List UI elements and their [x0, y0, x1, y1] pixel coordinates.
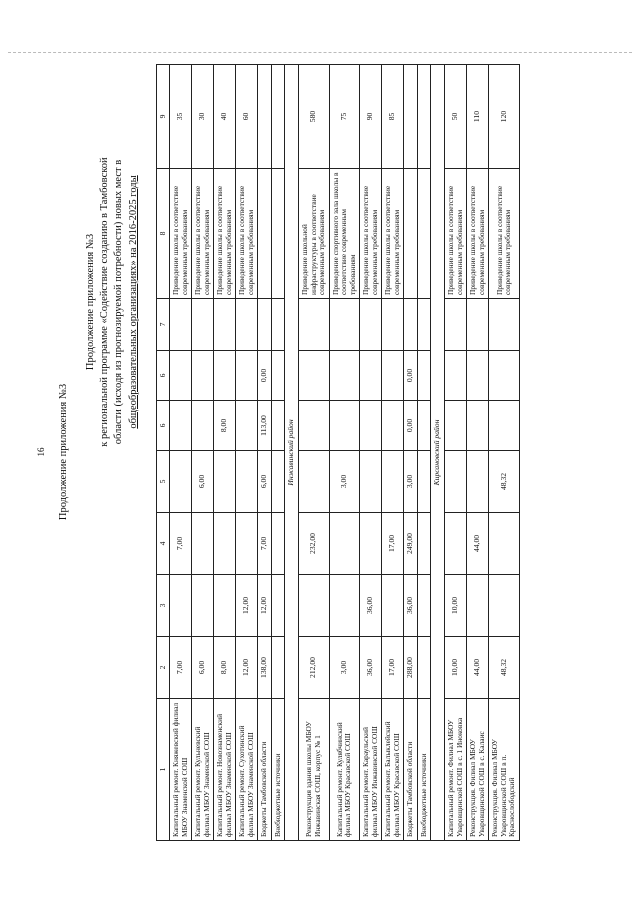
places-count: 35: [170, 65, 192, 169]
amount-cell: 8,00: [214, 401, 236, 451]
amount-cell: 12,00: [258, 575, 272, 637]
rotated-sheet: [36, 57, 600, 847]
amount-cell: 232,00: [299, 513, 330, 575]
amount-cell: [170, 401, 192, 451]
places-count: 60: [236, 65, 258, 169]
amount-cell: 44,00: [467, 513, 489, 575]
amount-cell: 6,00: [192, 637, 214, 699]
amount-cell: [258, 299, 272, 351]
amount-cell: [489, 401, 520, 451]
amount-cell: 138,00: [258, 637, 272, 699]
amount-cell: 212,00: [299, 637, 330, 699]
empty-cell: [417, 169, 431, 299]
amount-cell: 6,00: [258, 451, 272, 513]
heading-line-2: к региональной программе «Содействие созданию в Тамбовской: [99, 157, 111, 447]
amount-cell: [329, 401, 360, 451]
column-number: 4: [157, 513, 170, 575]
column-number-row: [157, 65, 170, 841]
amount-cell: [382, 575, 404, 637]
heading-line-1: Продолжение приложения №3: [85, 233, 96, 371]
places-count: 90: [360, 65, 382, 169]
amount-cell: 10,00: [445, 637, 467, 699]
row-label: Капитальный ремонт. Караульский филиал МБОУ Инжавинской СОШ: [360, 699, 382, 841]
empty-cell: [417, 401, 431, 451]
amount-cell: [445, 401, 467, 451]
places-count: [258, 65, 272, 169]
result-description: Приведение школы в соответствие современным требованиям: [445, 169, 467, 299]
row-label: Капитальный ремонт. Кулябчинский филиал МБОУ Красавской СОШ: [329, 699, 360, 841]
amount-cell: [192, 299, 214, 351]
amount-cell: [236, 451, 258, 513]
amount-cell: 7,00: [170, 637, 192, 699]
empty-cell: [417, 575, 431, 637]
program-table: [156, 64, 520, 841]
empty-cell: [417, 299, 431, 351]
row-label: Бюджеты Тамбовской области: [258, 699, 272, 841]
amount-cell: [445, 451, 467, 513]
amount-cell: 36,00: [360, 637, 382, 699]
result-description: Приведение школы в соответствие современным требованиям: [236, 169, 258, 299]
row-label: Капитальный ремонт. Филиал МБОУ Уваровщинской СОШ в с. 1 Иноковка: [445, 699, 467, 841]
amount-cell: 7,00: [170, 513, 192, 575]
result-description: Приведение школы в соответствие современным требованиям: [214, 169, 236, 299]
amount-cell: [382, 401, 404, 451]
empty-cell: [417, 637, 431, 699]
amount-cell: [329, 513, 360, 575]
row-label: Бюджеты Тамбовской области: [404, 699, 418, 841]
amount-cell: [214, 451, 236, 513]
amount-cell: [382, 451, 404, 513]
empty-cell: [417, 351, 431, 401]
amount-cell: 113,00: [258, 401, 272, 451]
table-row: [299, 65, 330, 841]
amount-cell: 48,32: [489, 451, 520, 513]
row-label: Внебюджетные источники: [271, 699, 285, 841]
amount-cell: [192, 401, 214, 451]
total-row: [404, 65, 418, 841]
amount-cell: 12,00: [236, 575, 258, 637]
result-description: Приведение школы в соответствие современным требованиям: [170, 169, 192, 299]
amount-cell: [329, 299, 360, 351]
column-number: 7: [157, 299, 170, 351]
result-description: Приведение школы в соответствие современным требованиям: [489, 169, 520, 299]
amount-cell: 17,00: [382, 637, 404, 699]
amount-cell: [360, 401, 382, 451]
amount-cell: [467, 451, 489, 513]
amount-cell: [170, 575, 192, 637]
amount-cell: 44,00: [467, 637, 489, 699]
amount-cell: 249,00: [404, 513, 418, 575]
section-title: Кирсановский район: [431, 65, 445, 841]
table-row: [467, 65, 489, 841]
total-row: [258, 65, 272, 841]
empty-cell: [271, 401, 285, 451]
amount-cell: [299, 299, 330, 351]
amount-cell: 0,00: [258, 351, 272, 401]
amount-cell: 12,00: [236, 637, 258, 699]
amount-cell: [192, 513, 214, 575]
result-description: [404, 169, 418, 299]
places-count: 30: [192, 65, 214, 169]
amount-cell: [404, 299, 418, 351]
amount-cell: 288,00: [404, 637, 418, 699]
amount-cell: [467, 575, 489, 637]
places-count: 110: [467, 65, 489, 169]
result-description: Приведение школы в соответствие современным требованиям: [467, 169, 489, 299]
amount-cell: [192, 351, 214, 401]
places-count: 50: [445, 65, 467, 169]
table-row: [417, 65, 431, 841]
places-count: 40: [214, 65, 236, 169]
amount-cell: [489, 351, 520, 401]
amount-cell: [360, 451, 382, 513]
amount-cell: 36,00: [404, 575, 418, 637]
amount-cell: 8,00: [214, 637, 236, 699]
amount-cell: [329, 351, 360, 401]
amount-cell: [467, 401, 489, 451]
section-row: [431, 65, 445, 841]
amount-cell: [299, 575, 330, 637]
amount-cell: [445, 351, 467, 401]
places-count: 580: [299, 65, 330, 169]
amount-cell: [299, 351, 330, 401]
places-count: 85: [382, 65, 404, 169]
amount-cell: [214, 575, 236, 637]
amount-cell: [214, 351, 236, 401]
amount-cell: [170, 299, 192, 351]
heading-line-4: общеобразовательных организациях» на 2016-2025 годы: [127, 175, 139, 429]
amount-cell: [360, 299, 382, 351]
appendix-heading: [84, 87, 141, 517]
row-label: Капитальный ремонт. Новознаменский филиал МБОУ Знаменской СОШ: [214, 699, 236, 841]
result-description: [258, 169, 272, 299]
empty-cell: [271, 65, 285, 169]
section-title: Инжавинский район: [285, 65, 299, 841]
empty-cell: [417, 451, 431, 513]
result-description: Приведение школы в соответствие современным требованиям: [382, 169, 404, 299]
empty-cell: [271, 299, 285, 351]
empty-cell: [271, 513, 285, 575]
row-label: Капитальный ремонт. Балыклейский филиал МБОУ Красавской СОШ: [382, 699, 404, 841]
amount-cell: [299, 401, 330, 451]
amount-cell: 6,00: [192, 451, 214, 513]
row-label: Капитальный ремонт. Княжевский филиал МБОУ Знаменской СОШ: [170, 699, 192, 841]
amount-cell: [214, 299, 236, 351]
amount-cell: [299, 451, 330, 513]
row-label: Капитальный ремонт. Сухотинский филиал МБОУ Знаменской СОШ: [236, 699, 258, 841]
result-description: Приведение спортивного зала школы в соответствие современным требованиям: [329, 169, 360, 299]
amount-cell: [329, 575, 360, 637]
row-label: Реконструкция здания школы МБОУ Инжавинская СОШ, корпус № 1: [299, 699, 330, 841]
empty-cell: [271, 575, 285, 637]
table-row: [170, 65, 192, 841]
amount-cell: [360, 513, 382, 575]
continuation-title: Продолжение приложения №3: [58, 383, 69, 521]
scan-edge-line: [8, 52, 632, 53]
empty-cell: [271, 351, 285, 401]
table-row: [445, 65, 467, 841]
amount-cell: [360, 351, 382, 401]
column-number: 8: [157, 169, 170, 299]
amount-cell: 17,00: [382, 513, 404, 575]
amount-cell: [192, 575, 214, 637]
amount-cell: [382, 351, 404, 401]
amount-cell: [236, 351, 258, 401]
empty-cell: [271, 637, 285, 699]
table-row: [214, 65, 236, 841]
table-row: [192, 65, 214, 841]
column-number: 9: [157, 65, 170, 169]
column-number: 6: [157, 401, 170, 451]
amount-cell: 36,00: [360, 575, 382, 637]
amount-cell: [236, 513, 258, 575]
amount-cell: 10,00: [445, 575, 467, 637]
heading-line-3: области (исходя из прогнозируемой потребности) новых мест в: [113, 159, 125, 445]
amount-cell: 3,00: [329, 637, 360, 699]
column-number: 6: [157, 351, 170, 401]
amount-cell: [236, 299, 258, 351]
amount-cell: [489, 513, 520, 575]
result-description: Приведение школы в соответствие современным требованиям: [360, 169, 382, 299]
table-body: [157, 65, 520, 841]
table-row: [271, 65, 285, 841]
table-row: [329, 65, 360, 841]
result-description: Приведение школьной инфраструктуры в соответствие современным требованиям: [299, 169, 330, 299]
amount-cell: 7,00: [258, 513, 272, 575]
section-row: [285, 65, 299, 841]
column-number: 5: [157, 451, 170, 513]
amount-cell: 3,00: [329, 451, 360, 513]
amount-cell: [214, 513, 236, 575]
places-count: 120: [489, 65, 520, 169]
table-row: [236, 65, 258, 841]
places-count: 75: [329, 65, 360, 169]
amount-cell: [489, 299, 520, 351]
amount-cell: 48,32: [489, 637, 520, 699]
empty-cell: [417, 513, 431, 575]
table-row: [382, 65, 404, 841]
amount-cell: [467, 299, 489, 351]
page-number: 16: [36, 447, 46, 457]
places-count: [404, 65, 418, 169]
amount-cell: [236, 401, 258, 451]
empty-cell: [271, 169, 285, 299]
amount-cell: [170, 351, 192, 401]
row-label: Реконструкция. Филиал МБОУ Уваровщинской СОШ в п. Краснослободский: [489, 699, 520, 841]
empty-cell: [271, 451, 285, 513]
empty-cell: [417, 65, 431, 169]
column-number: 2: [157, 637, 170, 699]
amount-cell: [467, 351, 489, 401]
result-description: Приведение школы в соответствие современным требованиям: [192, 169, 214, 299]
amount-cell: [445, 513, 467, 575]
row-label: Реконструкция. Филиал МБОУ Уваровщинской СОШ в с. Калаис: [467, 699, 489, 841]
amount-cell: [489, 575, 520, 637]
amount-cell: 0,00: [404, 401, 418, 451]
table-row: [489, 65, 520, 841]
amount-cell: 3,00: [404, 451, 418, 513]
column-number: 3: [157, 575, 170, 637]
row-label: Капитальный ремонт. Кульневский филиал МБОУ Знаменской СОШ: [192, 699, 214, 841]
amount-cell: [170, 451, 192, 513]
amount-cell: [382, 299, 404, 351]
amount-cell: 0,00: [404, 351, 418, 401]
amount-cell: [445, 299, 467, 351]
table-row: [360, 65, 382, 841]
column-number: 1: [157, 699, 170, 841]
row-label: Внебюджетные источники: [417, 699, 431, 841]
